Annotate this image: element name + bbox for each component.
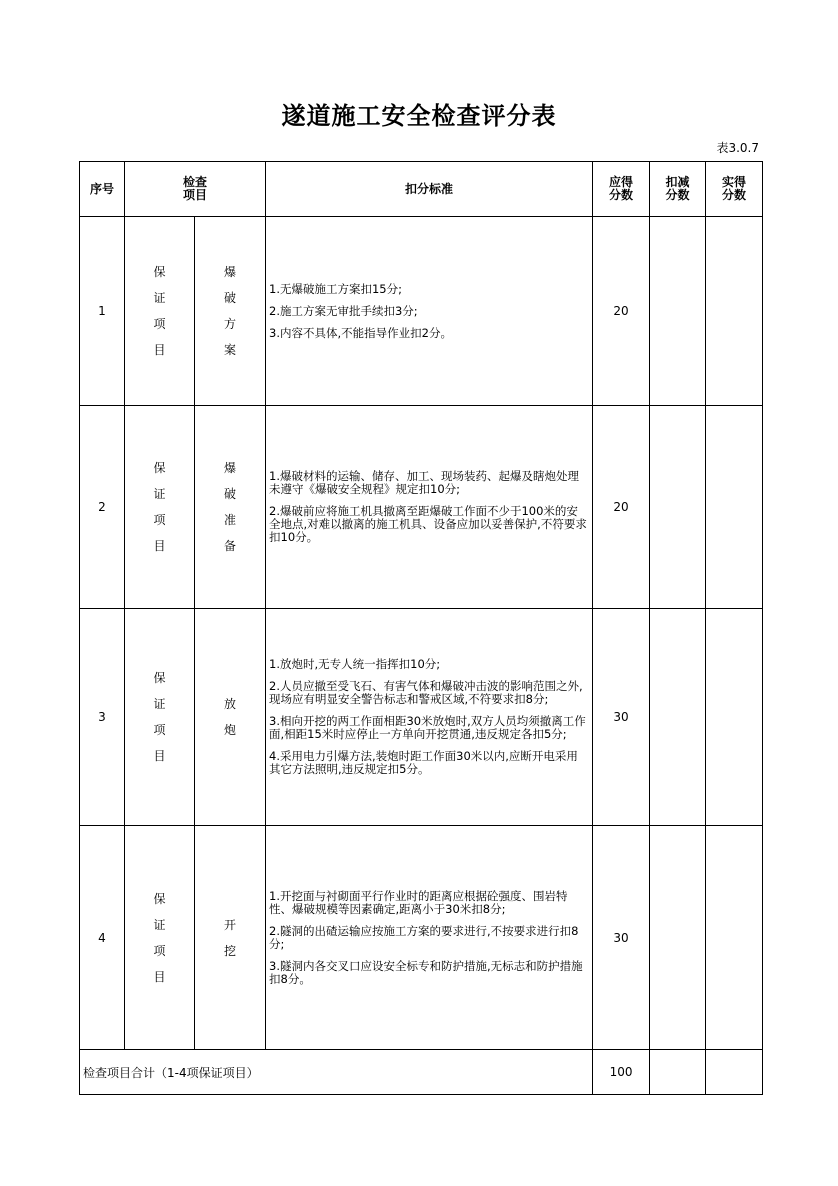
row-deduct-score[interactable] (650, 406, 706, 609)
category-char: 证 (153, 487, 166, 501)
category-char: 项 (153, 723, 166, 737)
category-char: 证 (153, 291, 166, 305)
criteria-line: 4.采用电力引爆方法,装炮时距工作面30米以内,应断开电采用其它方法照明,违反规定扣5分。 (269, 749, 578, 776)
inspection-score-table (79, 161, 763, 1095)
item-char: 备 (224, 539, 237, 553)
row-criteria (266, 826, 593, 1050)
category-char: 目 (153, 343, 166, 357)
row-due-score: 30 (593, 609, 650, 826)
item-char: 开 (224, 917, 237, 932)
row-due-score: 30 (593, 826, 650, 1050)
row-category (125, 826, 195, 1050)
header-item-line2: 项目 (183, 188, 208, 202)
header-actual-line2: 分数 (722, 188, 747, 202)
criteria-line: 2.施工方案无审批手续扣3分; (269, 303, 418, 318)
header-due-score (593, 162, 650, 217)
row-due-score: 20 (593, 217, 650, 406)
item-char: 案 (224, 343, 237, 357)
row-seq: 2 (80, 406, 125, 609)
total-row (80, 1050, 763, 1095)
criteria-line: 1.开挖面与衬砌面平行作业时的距离应根据砼强度、围岩特性、爆破规模等因素确定,距离小于30米扣8分; (269, 888, 568, 916)
total-label: 检查项目合计（1-4项保证项目） (80, 1050, 593, 1095)
category-char: 保 (153, 461, 166, 475)
table-row (80, 406, 763, 609)
category-char: 项 (153, 317, 166, 331)
row-deduct-score[interactable] (650, 826, 706, 1050)
criteria-line: 3.相向开挖的两工作面相距30米放炮时,双方人员均须撤离工作面,相距15米时应停止一方单向开挖贯通,违反规定各扣5分; (269, 714, 586, 741)
row-item (195, 217, 266, 406)
category-char: 证 (153, 697, 166, 711)
item-char: 爆 (224, 265, 237, 279)
category-char: 目 (153, 969, 166, 984)
header-seq: 序号 (80, 162, 125, 217)
row-item (195, 609, 266, 826)
criteria-line: 2.人员应撤至受飞石、有害气体和爆破冲击波的影响范围之外,现场应有明显安全警告标志和警戒区域,不符要求扣8分; (269, 679, 583, 706)
category-char: 保 (153, 671, 166, 685)
row-deduct-score[interactable] (650, 217, 706, 406)
total-actual-score[interactable] (706, 1050, 763, 1095)
criteria-line: 2.爆破前应将施工机具撤离至距爆破工作面不少于100米的安全地点,对难以撤离的施工机具、设备应加以妥善保护,不符要求扣10分。 (269, 504, 587, 544)
row-category (125, 406, 195, 609)
criteria-line: 1.爆破材料的运输、储存、加工、现场装药、起爆及瞎炮处理未遵守《爆破安全规程》规定扣10分; (269, 469, 579, 496)
category-char: 项 (153, 943, 166, 958)
row-criteria (266, 406, 593, 609)
row-due-score: 20 (593, 406, 650, 609)
header-criteria: 扣分标准 (266, 162, 593, 217)
header-deduct-line2: 分数 (665, 188, 690, 202)
header-actual-score (706, 162, 763, 217)
row-deduct-score[interactable] (650, 609, 706, 826)
row-category (125, 609, 195, 826)
row-seq: 4 (80, 826, 125, 1050)
row-criteria (266, 609, 593, 826)
row-seq: 1 (80, 217, 125, 406)
criteria-line: 3.内容不具体,不能指导作业扣2分。 (269, 325, 452, 340)
item-char: 破 (224, 487, 237, 501)
criteria-line: 2.隧洞的出碴运输应按施工方案的要求进行,不按要求进行扣8分; (269, 923, 579, 951)
row-item (195, 826, 266, 1050)
item-char: 破 (224, 291, 237, 305)
row-seq: 3 (80, 609, 125, 826)
category-char: 项 (153, 513, 166, 527)
header-due-line1: 应得 (609, 175, 634, 189)
row-actual-score[interactable] (706, 609, 763, 826)
table-row (80, 826, 763, 1050)
item-char: 爆 (224, 461, 237, 475)
row-category (125, 217, 195, 406)
category-char: 目 (153, 539, 166, 553)
category-char: 保 (153, 891, 166, 906)
row-actual-score[interactable] (706, 217, 763, 406)
row-item (195, 406, 266, 609)
criteria-line: 1.无爆破施工方案扣15分; (269, 281, 402, 296)
header-actual-line1: 实得 (722, 175, 747, 189)
table-row (80, 217, 763, 406)
category-char: 目 (153, 749, 166, 763)
row-actual-score[interactable] (706, 826, 763, 1050)
criteria-line: 1.放炮时,无专人统一指挥扣10分; (269, 657, 441, 671)
header-deduct-score (650, 162, 706, 217)
header-item-line1: 检查 (183, 175, 208, 189)
item-char: 放 (224, 697, 237, 711)
row-criteria (266, 217, 593, 406)
item-char: 挖 (224, 943, 237, 958)
header-deduct-line1: 扣减 (665, 175, 690, 189)
item-char: 方 (224, 317, 237, 331)
header-item (125, 162, 266, 217)
table-row (80, 609, 763, 826)
category-char: 保 (153, 265, 166, 279)
total-due-score: 100 (593, 1050, 650, 1095)
category-char: 证 (153, 917, 166, 932)
header-row (80, 162, 763, 217)
page-title: 遂道施工安全检查评分表 (281, 102, 557, 130)
criteria-line: 3.隧洞内各交叉口应设安全标专和防护措施,无标志和防护措施扣8分。 (269, 958, 583, 986)
item-char: 炮 (224, 723, 237, 737)
item-char: 准 (224, 513, 237, 527)
row-actual-score[interactable] (706, 406, 763, 609)
header-due-line2: 分数 (609, 188, 634, 202)
table-number: 表3.0.7 (716, 141, 759, 155)
total-deduct-score[interactable] (650, 1050, 706, 1095)
